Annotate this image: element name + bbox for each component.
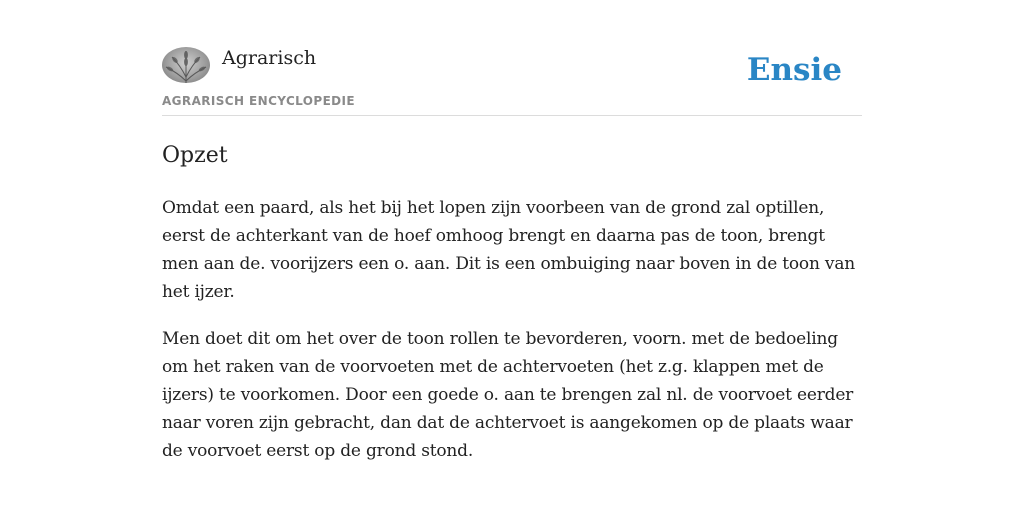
header: [162, 40, 862, 116]
content-container: [162, 40, 862, 465]
publication-subtitle: AGRARISCH ENCYCLOPEDIE: [162, 94, 355, 108]
article-paragraph: Omdat een paard, als het bij het lopen zijn voorbeen van de grond zal optillen, eerst de achterkant van de hoef omhoog brengt en daarna pas de toon, brengt men aan de. voorijzers een o. aan. Dit is een ombuiging naar boven in de toon van het ijzer.: [162, 198, 856, 302]
article-paragraph: Men doet dit om het over de toon rollen te bevorderen, voorn. met de bedoeling om het raken van de voorvoeten met de achtervoeten (het z.g. klappen met de ijzers) te voorkomen. Door een goede o. aan te brengen zal nl. de voorvoet eerder naar voren zijn gebracht, dan dat de achtervoet is aangekomen op de plaats waar de voorvoet eerst op de grond stond.: [162, 329, 854, 461]
publication-name[interactable]: Agrarisch: [222, 47, 317, 69]
ensie-brand-link[interactable]: Ensie: [746, 52, 842, 88]
article-title: Opzet: [162, 143, 228, 168]
wheat-emblem-icon[interactable]: [162, 47, 210, 83]
